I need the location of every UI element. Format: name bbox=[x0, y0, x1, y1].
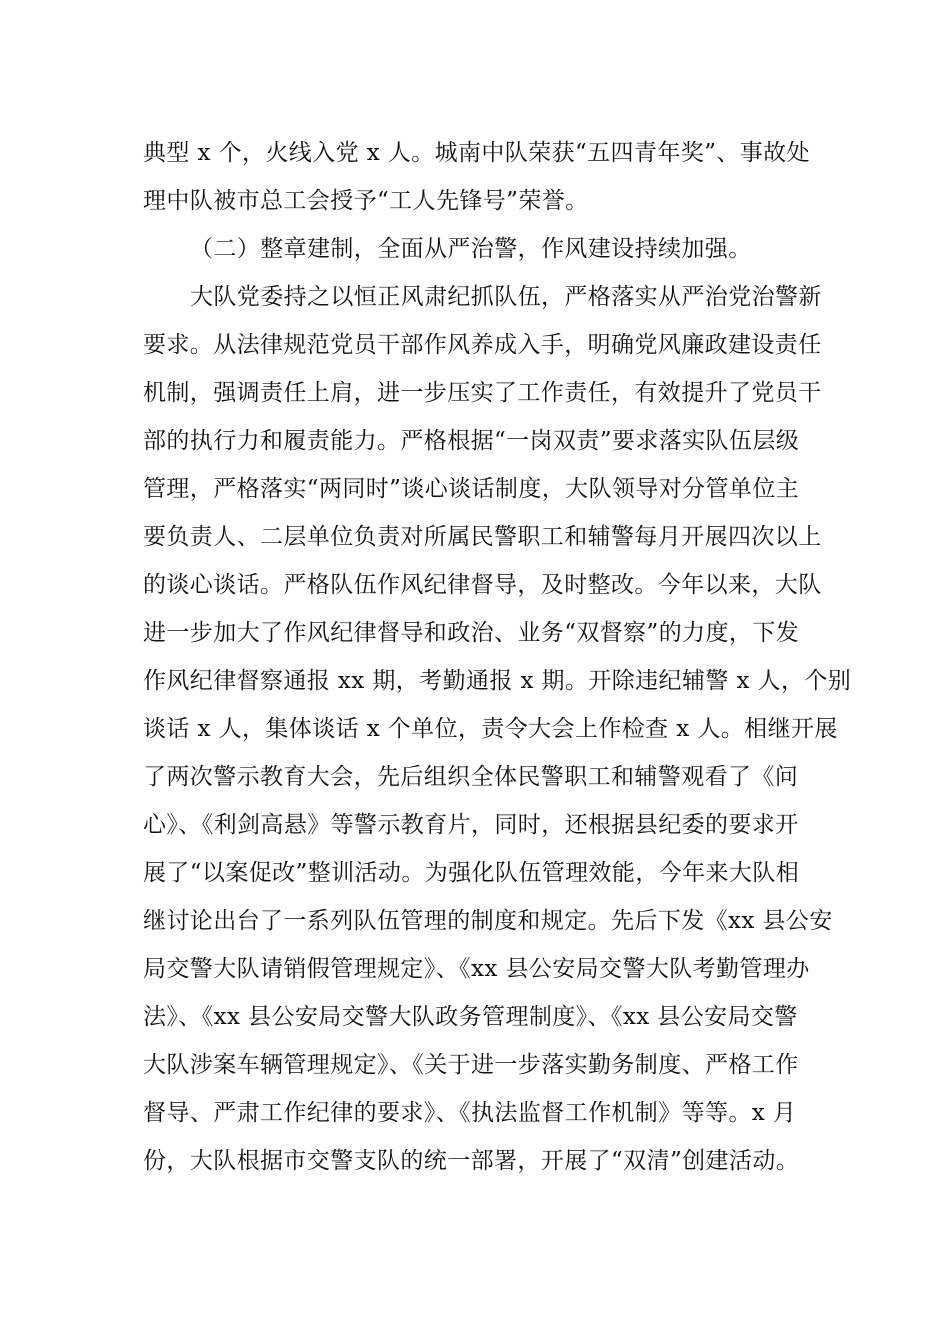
text-line: 要负责人、二层单位负责对所属民警职工和辅警每月开展四次以上 bbox=[143, 524, 822, 550]
text-line: 理中队被市总工会授予“工人先锋号”荣誉。 bbox=[143, 188, 589, 214]
text-line: 进一步加大了作风纪律督导和政治、业务“双督察”的力度，下发 bbox=[143, 620, 800, 646]
text-line: 法》、《xx 县公安局交警大队政务管理制度》、《xx 县公安局交警 bbox=[143, 1004, 798, 1030]
text-line: 心》、《利剑高悬》等警示教育片，同时，还根据县纪委的要求开 bbox=[143, 812, 799, 838]
text-line: 机制，强调责任上肩，进一步压实了工作责任，有效提升了党员干 bbox=[143, 380, 822, 406]
text-line: 继讨论出台了一系列队伍管理的制度和规定。先后下发《xx 县公安 bbox=[143, 908, 833, 934]
text-line: 管理，严格落实“两同时”谈心谈话制度，大队领导对分管单位主 bbox=[143, 476, 800, 502]
text-line: 大队党委持之以恒正风肃纪抓队伍，严格落实从严治党治警新 bbox=[190, 284, 822, 310]
text-line: 作风纪律督察通报 xx 期，考勤通报 x 期。开除违纪辅警 x 人，个别 bbox=[143, 668, 852, 694]
text-line: 大队涉案车辆管理规定》、《关于进一步落实勤务制度、严格工作 bbox=[143, 1052, 799, 1078]
text-line: 展了“以案促改”整训活动。为强化队伍管理效能，今年来大队相 bbox=[143, 860, 800, 886]
text-line: 谈话 x 人，集体谈话 x 个单位，责令大会上作检查 x 人。相继开展 bbox=[143, 716, 838, 742]
text-line: 典型 x 个，火线入党 x 人。城南中队荣获“五四青年奖”、事故处 bbox=[143, 140, 810, 166]
text-line: 的谈心谈话。严格队伍作风纪律督导，及时整改。今年以来，大队 bbox=[143, 572, 822, 598]
text-line: 局交警大队请销假管理规定》、《xx 县公安局交警大队考勤管理办 bbox=[143, 956, 810, 982]
text-line: 份，大队根据市交警支队的统一部署，开展了“双清”创建活动。 bbox=[143, 1148, 800, 1174]
text-line: 要求。从法律规范党员干部作风养成入手，明确党风廉政建设责任 bbox=[143, 332, 822, 358]
text-line: 了两次警示教育大会，先后组织全体民警职工和辅警观看了《问 bbox=[143, 764, 799, 790]
text-line: 部的执行力和履责能力。严格根据“一岗双责”要求落实队伍层级 bbox=[143, 428, 800, 454]
section-heading: （二）整章建制，全面从严治警，作风建设持续加强。 bbox=[190, 236, 752, 262]
text-line: 督导、严肃工作纪律的要求》、《执法监督工作机制》等等。x 月 bbox=[143, 1100, 797, 1126]
